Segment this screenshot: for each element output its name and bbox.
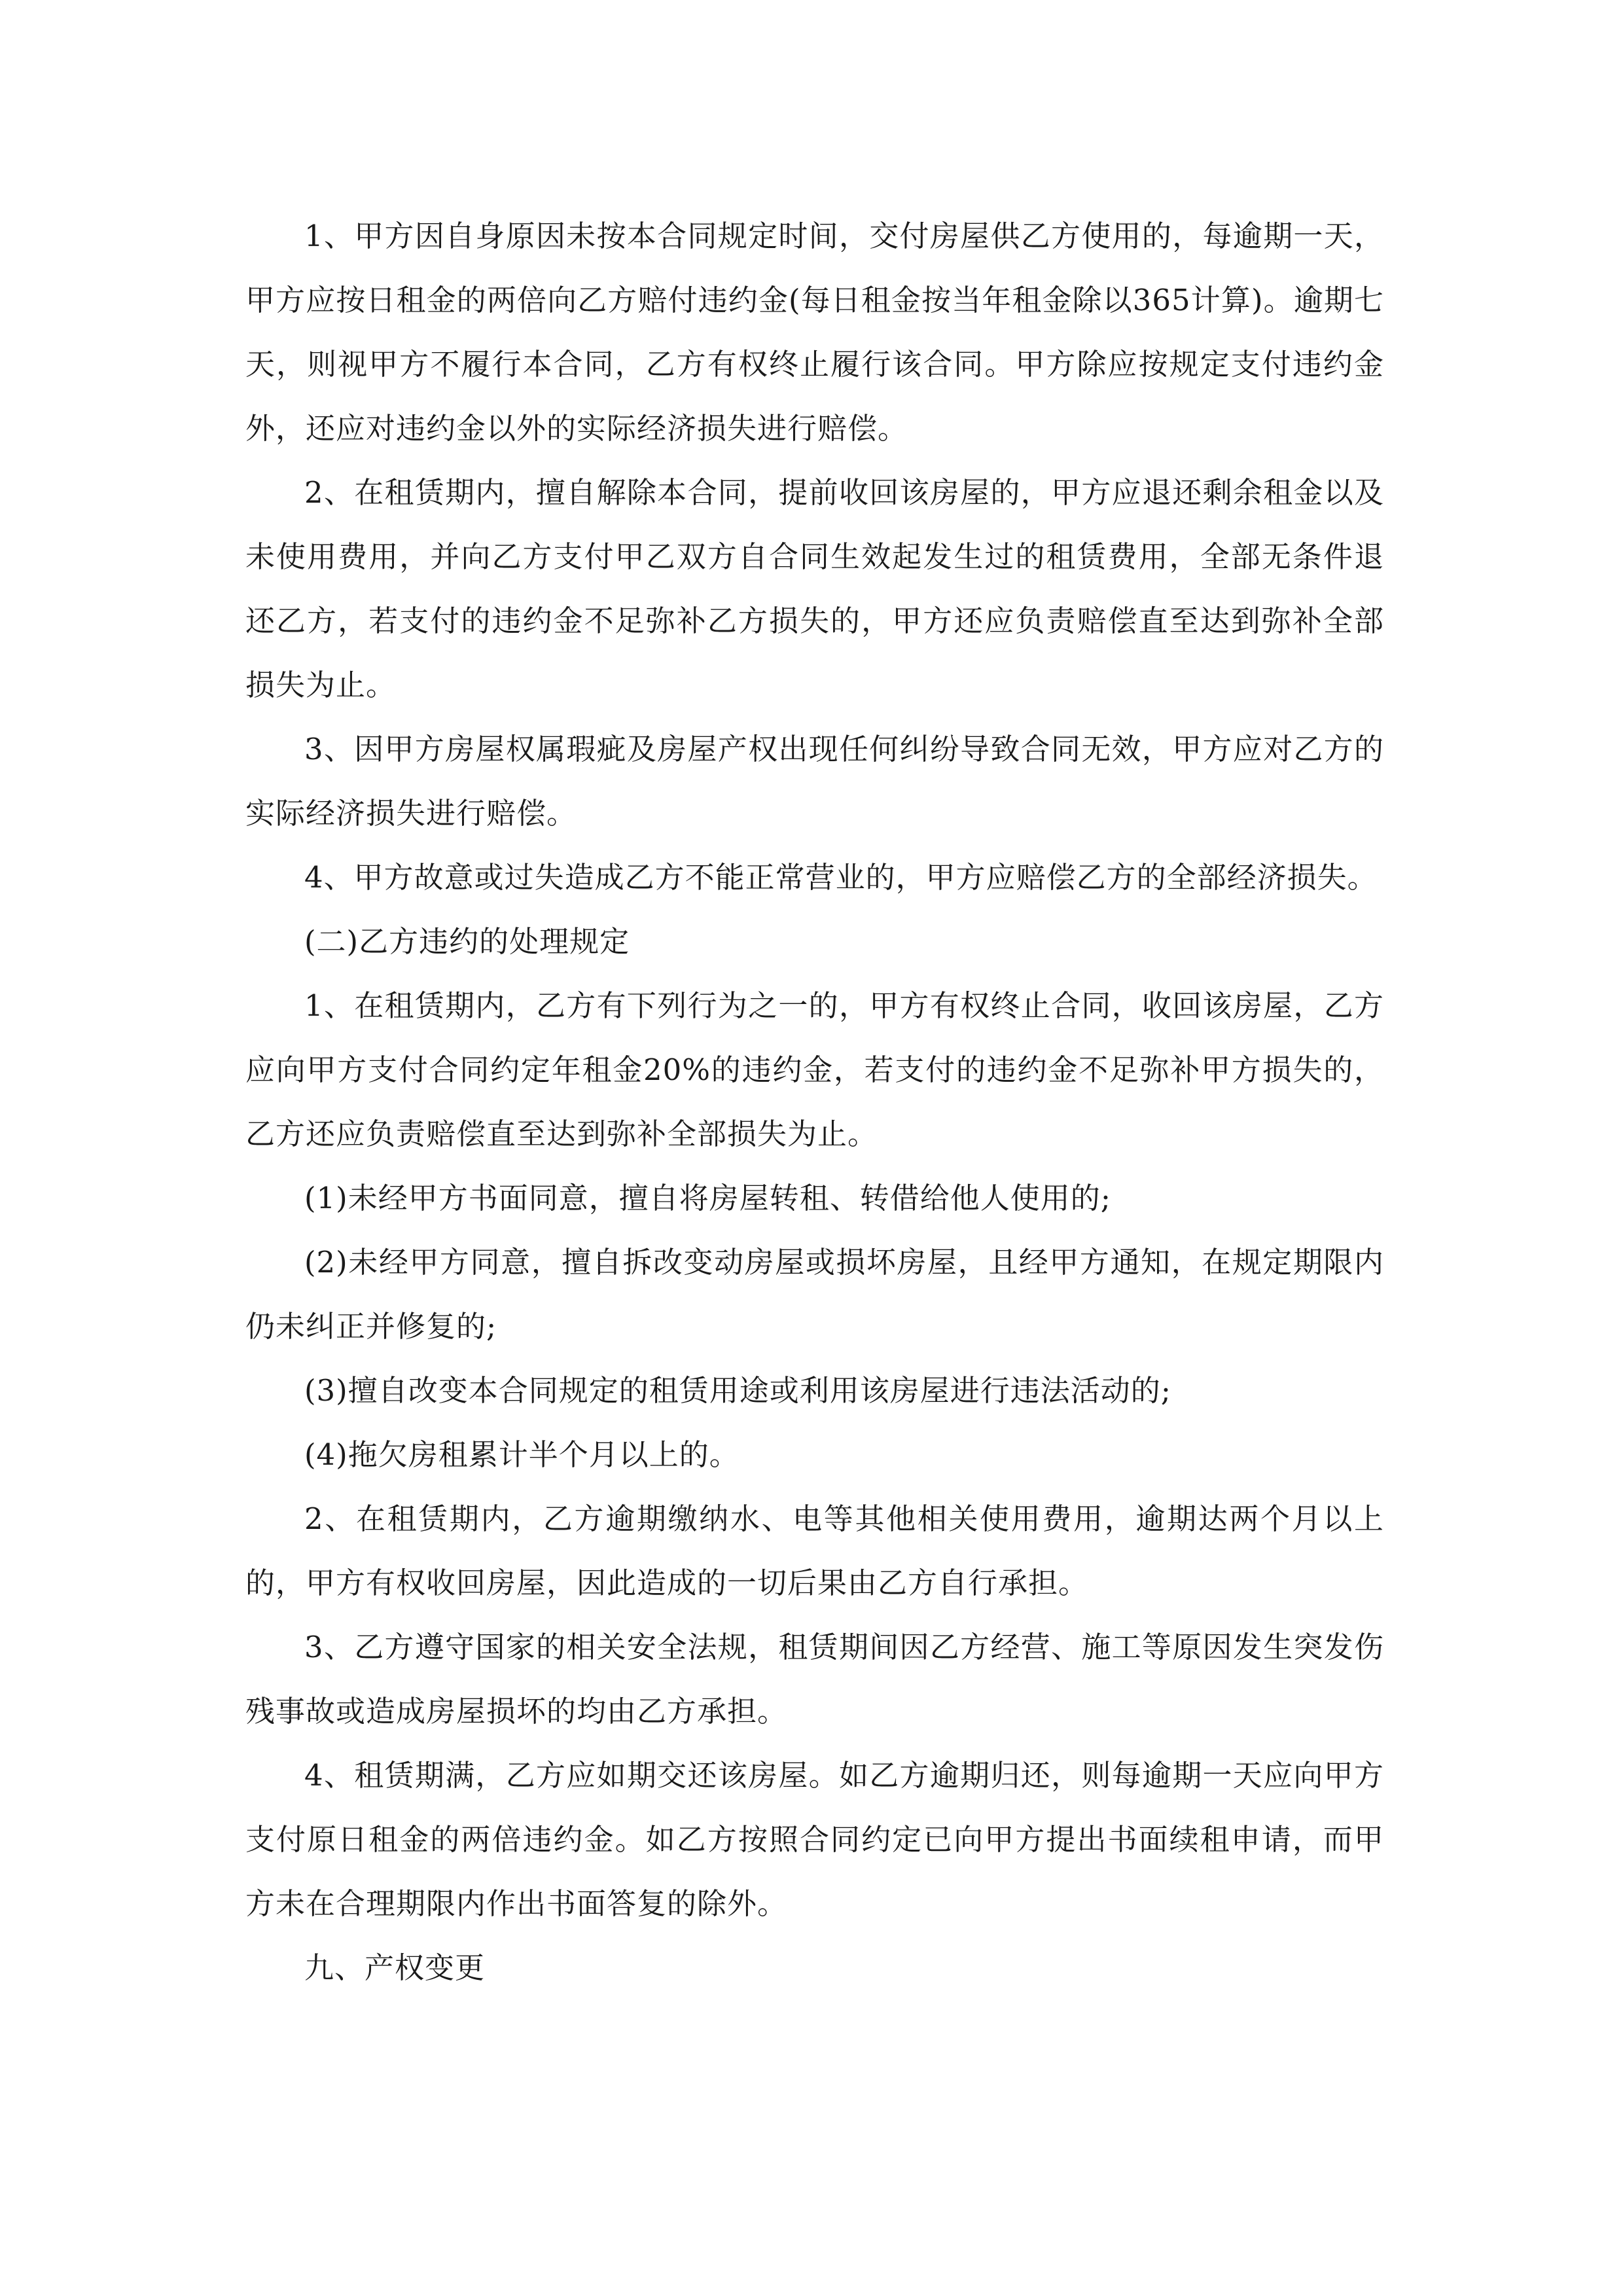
- section-heading-ownership-change: 九、产权变更: [304, 1950, 486, 1985]
- clause-safety-compliance: 3、乙方遵守国家的相关安全法规，租赁期间因乙方经营、施工等原因发生突发伤残事故或造成房屋损坏的均由乙方承担。: [245, 1630, 1384, 1729]
- clause-utility-arrears: 2、在租赁期内，乙方逾期缴纳水、电等其他相关使用费用，逾期达两个月以上的，甲方有权收回房屋，因此造成的一切后果由乙方自行承担。: [245, 1501, 1384, 1600]
- clause-lease-expiry: 4、租赁期满，乙方应如期交还该房屋。如乙方逾期归还，则每逾期一天应向甲方支付原日租金的两倍违约金。如乙方按照合同约定已向甲方提出书面续租申请，而甲方未在合理期限内作出书面答复的除外。: [245, 1758, 1384, 1921]
- list-item-rent-arrears: (4)拖欠房租累计半个月以上的。: [304, 1437, 740, 1472]
- document-body: [245, 204, 1384, 2000]
- clause-landlord-early-termination: 2、在租赁期内，擅自解除本合同，提前收回该房屋的，甲方应退还剩余租金以及未使用费用，并向乙方支付甲乙双方自合同生效起发生过的租赁费用，全部无条件退还乙方，若支付的违约金不足弥补乙方损失的，甲方还应负责赔偿直至达到弥补全部损失为止。: [245, 475, 1384, 702]
- clause-landlord-late-delivery: 1、甲方因自身原因未按本合同规定时间，交付房屋供乙方使用的，每逾期一天，甲方应按日租金的两倍向乙方赔付违约金(每日租金按当年租金除以365计算)。逾期七天，则视甲方不履行本合同，乙方有权终止履行该合同。甲方除应按规定支付违约金外，还应对违约金以外的实际经济损失进行赔偿。: [245, 219, 1384, 446]
- clause-business-interruption: 4、甲方故意或过失造成乙方不能正常营业的，甲方应赔偿乙方的全部经济损失。: [304, 860, 1378, 895]
- clause-tenant-termination-grounds: 1、在租赁期内，乙方有下列行为之一的，甲方有权终止合同，收回该房屋，乙方应向甲方支付合同约定年租金20%的违约金，若支付的违约金不足弥补甲方损失的，乙方还应负责赔偿直至达到弥补全部损失为止。: [245, 988, 1384, 1151]
- section-heading-tenant-breach: (二)乙方违约的处理规定: [304, 924, 630, 959]
- list-item-illegal-use: (3)擅自改变本合同规定的租赁用途或利用该房屋进行违法活动的;: [304, 1373, 1171, 1408]
- clause-title-defect: 3、因甲方房屋权属瑕疵及房屋产权出现任何纠纷导致合同无效，甲方应对乙方的实际经济损失进行赔偿。: [245, 732, 1384, 831]
- list-item-sublease: (1)未经甲方书面同意，擅自将房屋转租、转借给他人使用的;: [304, 1181, 1111, 1215]
- list-item-alteration: (2)未经甲方同意，擅自拆改变动房屋或损坏房屋，且经甲方通知，在规定期限内仍未纠正并修复的;: [245, 1245, 1384, 1344]
